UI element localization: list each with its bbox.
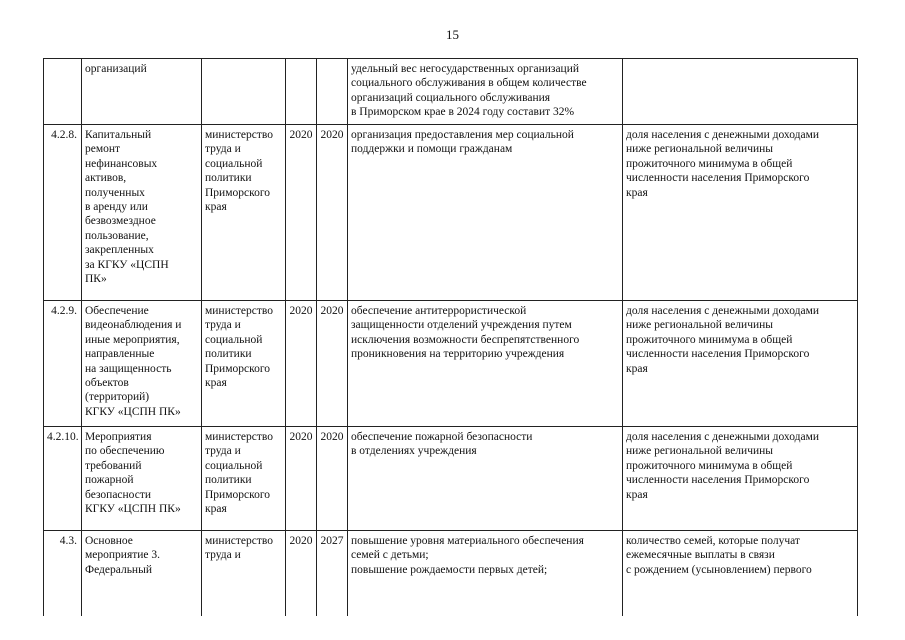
measure-name: Обеспечение видеонаблюдения и иные мероприятия, направленные на защищенность объектов (территорий) КГКУ «ЦСПН ПК» [82,301,202,427]
expected-result: обеспечение пожарной безопасности в отделениях учреждения [348,427,623,531]
executor [202,59,286,125]
row-number [44,59,82,125]
end-year: 2020 [317,427,348,531]
measure-name: Мероприятия по обеспечению требований пожарной безопасности КГКУ «ЦСПН ПК» [82,427,202,531]
end-year: 2020 [317,125,348,301]
start-year: 2020 [286,531,317,617]
expected-result: организация предоставления мер социальной поддержки и помощи гражданам [348,125,623,301]
end-year: 2027 [317,531,348,617]
start-year: 2020 [286,125,317,301]
measure-name: Капитальный ремонт нефинансовых активов, полученных в аренду или безвозмездное пользование, закрепленных за КГКУ «ЦСПН ПК» [82,125,202,301]
expected-result: обеспечение антитеррористической защищенности отделений учреждения путем исключения возможности беспрепятственного проникновения на территорию учреждения [348,301,623,427]
table-row [44,531,858,617]
expected-result: повышение уровня материального обеспечения семей с детьми; повышение рождаемости первых детей; [348,531,623,617]
executor: министерство труда и социальной политики Приморского края [202,301,286,427]
end-year [317,59,348,125]
indicator [623,59,858,125]
indicator: доля населения с денежными доходами ниже региональной величины прожиточного минимума в общей численности населения Приморского края [623,427,858,531]
table-row [44,427,858,531]
end-year: 2020 [317,301,348,427]
measures-table [43,58,858,616]
row-number: 4.3. [44,531,82,617]
row-number: 4.2.9. [44,301,82,427]
start-year: 2020 [286,427,317,531]
row-number: 4.2.10. [44,427,82,531]
indicator: количество семей, которые получат ежемесячные выплаты в связи с рождением (усыновлением) первого [623,531,858,617]
table-row [44,125,858,301]
page-number: 15 [446,27,459,42]
expected-result: удельный вес негосударственных организаций социального обслуживания в общем количестве организаций социального обслуживания в Приморском крае в 2024 году составит 32% [348,59,623,125]
executor: министерство труда и социальной политики Приморского края [202,427,286,531]
measure-name: организаций [82,59,202,125]
indicator: доля населения с денежными доходами ниже региональной величины прожиточного минимума в общей численности населения Приморского края [623,301,858,427]
executor: министерство труда и социальной политики Приморского края [202,125,286,301]
start-year: 2020 [286,301,317,427]
table-row [44,301,858,427]
measure-name: Основное мероприятие 3. Федеральный [82,531,202,617]
executor: министерство труда и [202,531,286,617]
row-number: 4.2.8. [44,125,82,301]
indicator: доля населения с денежными доходами ниже региональной величины прожиточного минимума в общей численности населения Приморского края [623,125,858,301]
table-row [44,59,858,125]
start-year [286,59,317,125]
